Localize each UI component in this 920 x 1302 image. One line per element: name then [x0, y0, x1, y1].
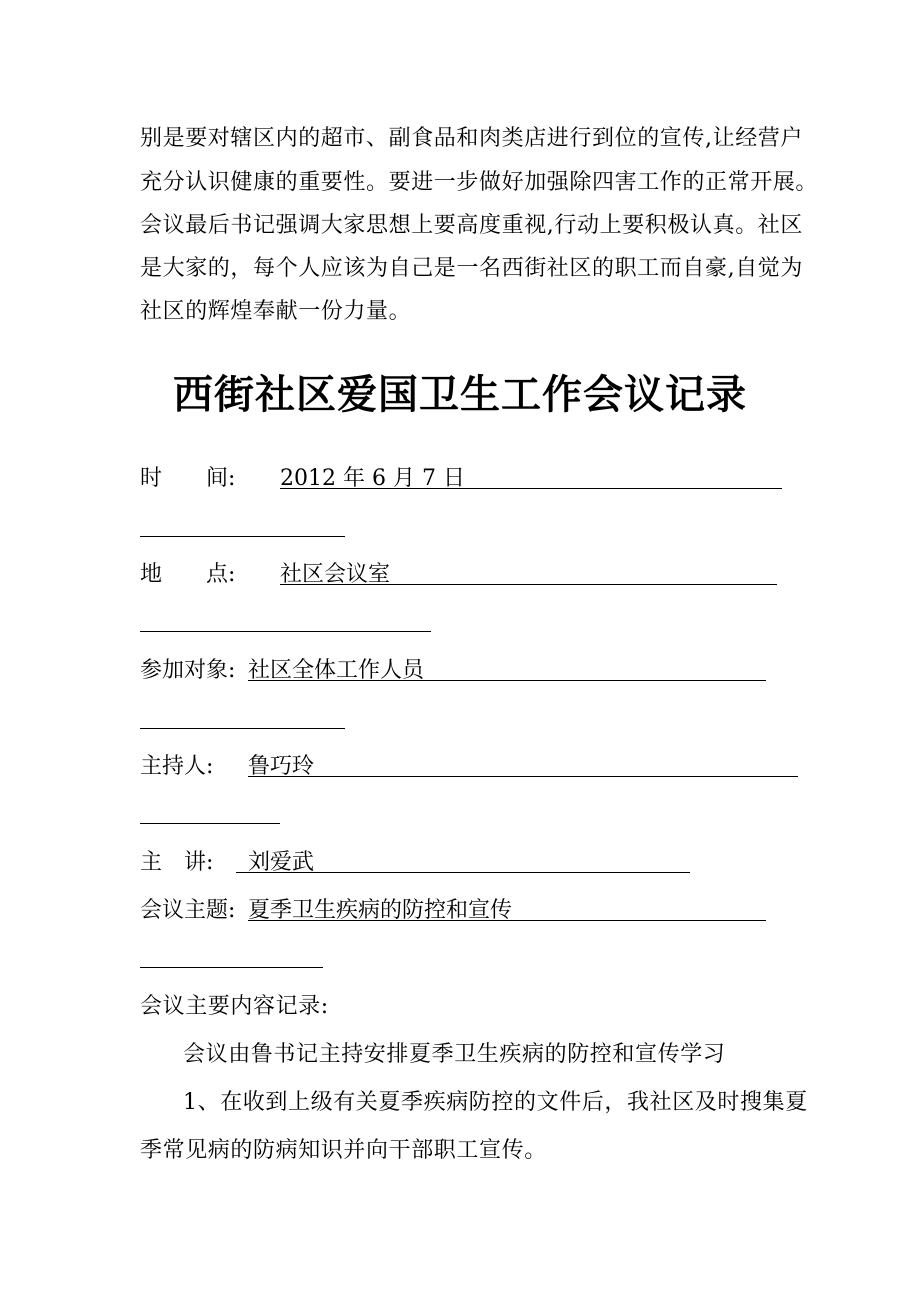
time-underline-continued — [140, 536, 345, 537]
speaker-underline — [236, 872, 690, 873]
place-underline — [280, 584, 777, 585]
theme-underline — [248, 920, 766, 921]
place-underline-continued — [140, 631, 431, 632]
speaker-label: 主 讲: — [140, 850, 214, 875]
place-value: 社区会议室 — [280, 562, 391, 587]
paragraph-line: 社区的辉煌奉献一份力量。 — [140, 299, 412, 324]
place-label: 地 点: — [140, 562, 236, 587]
theme-underline-continued — [140, 967, 323, 968]
time-label: 时 间: — [140, 466, 236, 491]
speaker-value: 刘爱武 — [248, 850, 315, 875]
time-value: 2012 年 6 月 7 日 — [280, 466, 465, 491]
document-title: 西街社区爱国卫生工作会议记录 — [173, 371, 747, 418]
paragraph-line: 别是要对辖区内的超市、副食品和肉类店进行到位的宣传,让经营户 — [140, 126, 803, 151]
theme-label: 会议主题: — [140, 898, 236, 923]
content-line: 1、在收到上级有关夏季疾病防控的文件后，我社区及时搜集夏 — [183, 1090, 808, 1115]
paragraph-line: 会议最后书记强调大家思想上要高度重视,行动上要积极认真。社区 — [140, 213, 803, 238]
content-line: 季常见病的防病知识并向干部职工宣传。 — [140, 1138, 547, 1163]
host-underline-continued — [140, 823, 280, 824]
host-value: 鲁巧玲 — [248, 754, 315, 779]
attendees-label: 参加对象: — [140, 658, 236, 683]
paragraph-line: 是大家的，每个人应该为自己是一名西街社区的职工而自豪,自觉为 — [140, 256, 803, 281]
content-line: 会议由鲁书记主持安排夏季卫生疾病的防控和宣传学习 — [183, 1042, 726, 1067]
theme-value: 夏季卫生疾病的防控和宣传 — [248, 898, 513, 923]
attendees-value: 社区全体工作人员 — [248, 658, 425, 683]
attendees-underline-continued — [140, 728, 345, 729]
attendees-underline — [248, 680, 766, 681]
host-label: 主持人: — [140, 754, 214, 779]
time-underline — [280, 488, 782, 489]
content-heading: 会议主要内容记录: — [140, 994, 329, 1019]
host-underline — [248, 776, 798, 777]
paragraph-line: 充分认识健康的重要性。要进一步做好加强除四害工作的正常开展。 — [140, 170, 819, 195]
